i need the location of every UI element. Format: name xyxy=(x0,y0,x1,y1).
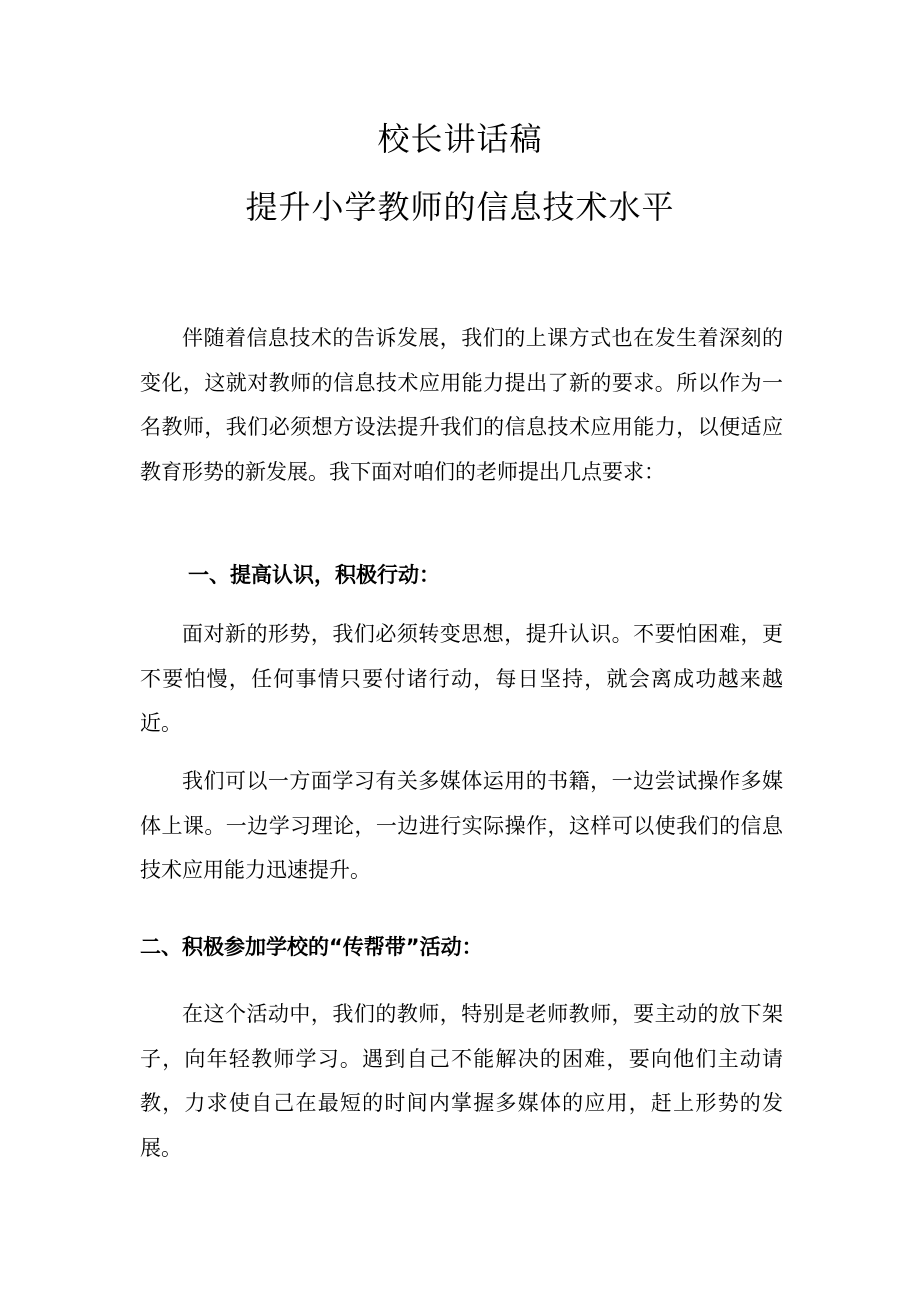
intro-paragraph: 伴随着信息技术的告诉发展，我们的上课方式也在发生着深刻的变化，这就对教师的信息技术应用能力提出了新的要求。所以作为一名教师，我们必须想方设法提升我们的信息技术应用能力，以便适应教育形势的新发展。我下面对咱们的老师提出几点要求： xyxy=(140,326,783,484)
document-title: 校长讲话稿 xyxy=(377,120,543,158)
section-2-paragraph-1: 在这个活动中，我们的教师，特别是老师教师，要主动的放下架子，向年轻教师学习。遇到自己不能解决的困难，要向他们主动请教，力求使自己在最短的时间内掌握多媒体的应用，赶上形势的发展。 xyxy=(140,1002,783,1160)
section-heading-2: 二、积极参加学校的“传帮带”活动： xyxy=(140,935,483,959)
document-subtitle: 提升小学教师的信息技术水平 xyxy=(245,188,675,226)
section-1-paragraph-1: 面对新的形势，我们必须转变思想，提升认识。不要怕困难，更不要怕慢，任何事情只要付诸行动，每日坚持，就会离成功越来越近。 xyxy=(140,622,783,735)
section-heading-1: 一、提高认识，积极行动： xyxy=(188,563,440,587)
section-1-paragraph-2: 我们可以一方面学习有关多媒体运用的书籍，一边尝试操作多媒体上课。一边学习理论，一边进行实际操作，这样可以使我们的信息技术应用能力迅速提升。 xyxy=(140,769,783,882)
